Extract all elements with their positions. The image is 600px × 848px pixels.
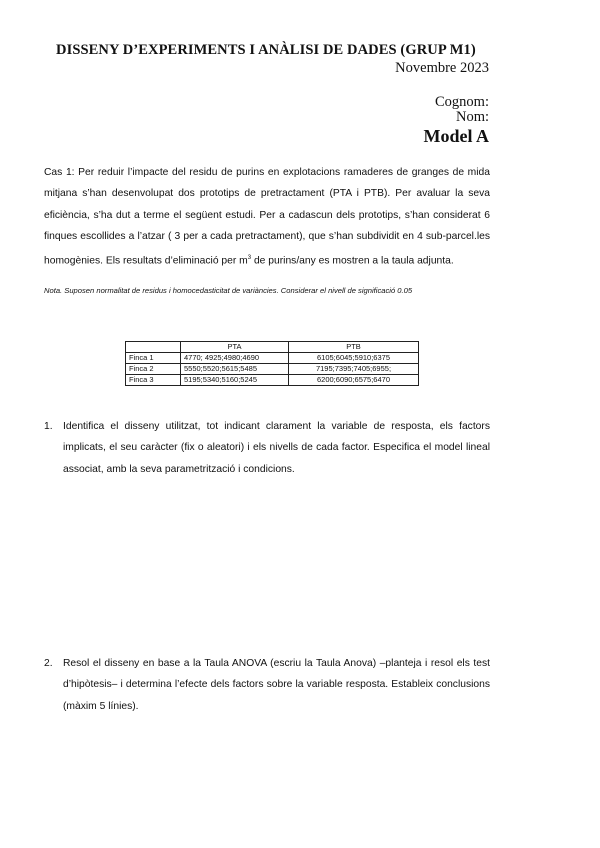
case-note: Nota. Suposen normalitat de residus i homocedasticitat de variàncies. Considerar el nivell de significació 0.05 [44, 286, 413, 295]
table-cell: Finca 2 [126, 364, 181, 375]
document-title: DISSENY D’EXPERIMENTS I ANÀLISI DE DADES (GRUP M1) [56, 42, 476, 58]
table-header-row [126, 342, 419, 353]
surname-label: Cognom: [435, 94, 489, 110]
case-description [44, 162, 490, 271]
model-label: Model A [423, 126, 489, 146]
table-row [126, 364, 419, 375]
case-intro-end: de purins/any es mostren a la taula adjunta. [251, 255, 454, 267]
table-cell: 5195;5340;5160;5245 [181, 375, 289, 386]
table-row [126, 353, 419, 364]
table-header-cell: PTA [181, 342, 289, 353]
table-cell: 7195;7395;7405;6955; [289, 364, 419, 375]
case-intro: Cas 1: Per reduir l’impacte del residu de purins en explotacions ramaderes de granges de mida mitjana s’han desenvolupat dos prototips de pretractament (PTA i PTB). Per avaluar la seva eficiència, s’ha dut a terme el següent estudi. Per a cadascun dels prototips, s’han considerat 6 finques escollides a l’atzar ( 3 per a cada pretractament), que s’han subdividit en 4 sub-parcel.les homogènies. Els resultats d’eliminació per m [44, 167, 490, 267]
table-header-cell: PTB [289, 342, 419, 353]
exam-date: Novembre 2023 [395, 60, 489, 76]
table-header-cell [126, 342, 181, 353]
table-cell: 6105;6045;5910;6375 [289, 353, 419, 364]
table-cell: 4770; 4925;4980;4690 [181, 353, 289, 364]
question-text: Resol el disseny en base a la Taula ANOVA (escriu la Taula Anova) –planteja i resol els test d’hipòtesis– i determina l’efecte dels factors sobre la variable resposta. Estableix conclusions (màxim 5 línies). [63, 658, 490, 712]
results-table [125, 341, 419, 386]
table-row [126, 375, 419, 386]
question-number: 2. [44, 658, 53, 669]
question-1 [44, 416, 490, 480]
question-number: 1. [44, 421, 53, 432]
question-text: Identifica el disseny utilitzat, tot indicant clarament la variable de resposta, els factors implicats, el seu caràcter (fix o aleatori) i els nivells de cada factor. Especifica el model lineal associat, amb la seva parametrització i condicions. [63, 421, 490, 475]
cubic-superscript: 3 [247, 254, 252, 261]
name-label: Nom: [455, 109, 489, 125]
table-cell: Finca 1 [126, 353, 181, 364]
table-cell: 6200;6090;6575;6470 [289, 375, 419, 386]
table-cell: 5550;5520;5615;5485 [181, 364, 289, 375]
table-cell: Finca 3 [126, 375, 181, 386]
question-2 [44, 653, 490, 717]
